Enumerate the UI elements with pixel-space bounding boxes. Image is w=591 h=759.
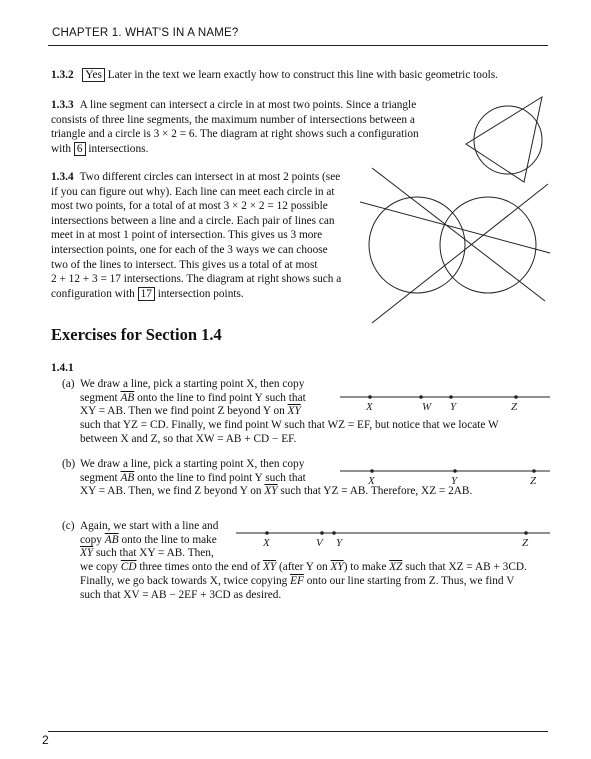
segment-label: $\overline{AB}$ — [104, 533, 119, 546]
text-line: two of the lines to intersect. This gives us a total of at most — [51, 258, 318, 271]
text-line: Two different circles can intersect in at most 2 points (see — [79, 171, 341, 183]
section-heading: Exercises for Section 1.4 — [51, 325, 222, 344]
text-line: intersections between a line and a circle. Each pair of lines can — [51, 214, 335, 227]
chapter-header: CHAPTER 1. WHAT'S IN A NAME? — [52, 27, 239, 39]
point-label: Z — [522, 537, 529, 548]
segment-label: $\overline{XY}$ — [262, 561, 277, 574]
text-line: ) to make — [343, 561, 387, 574]
segment-label: $\overline{CD}$ — [120, 561, 137, 574]
text-line: configuration with — [51, 287, 135, 300]
point-label: Z — [511, 401, 518, 412]
text-line: three times onto the end of — [139, 561, 261, 574]
segment-label: $\overline{XY}$ — [264, 485, 278, 498]
text-line: consists of three line segments, the maximum number of intersections between a — [51, 113, 415, 126]
part-label: (a) — [62, 378, 75, 390]
point-label: X — [366, 401, 373, 412]
text-line: such that XY = AB. Then, — [96, 547, 214, 560]
text-line: onto the line to find point Y such that — [137, 391, 306, 404]
figure-line-1 — [372, 168, 545, 301]
solution-number: 1.3.2 — [51, 69, 74, 81]
text-line: (after Y on — [278, 561, 328, 574]
segment-label: $\overline{XY}$ — [80, 547, 94, 560]
solution-text: Later in the text we learn exactly how to construct this line with basic geometric tools. — [107, 69, 498, 81]
point-label: Y — [336, 537, 343, 548]
text-line: if you can figure out why). Each line can meet each circle in at — [51, 185, 335, 198]
point-label: Z — [530, 475, 537, 487]
text-line: onto the line to make — [121, 533, 217, 546]
solution-number: 1.3.4 — [51, 171, 74, 183]
point-label: V — [316, 537, 323, 548]
segment-label: $\overline{XZ}$ — [389, 561, 403, 574]
text-line: segment — [80, 471, 118, 484]
text-line: such that XZ = AB + 3CD. — [405, 561, 527, 574]
lines-circles-figure — [360, 166, 552, 326]
segment-label: $\overline{EF}$ — [290, 574, 304, 587]
solution-1-3-3 — [51, 98, 461, 156]
text-line: meet in at most 1 point of intersection. This gives us 3 more — [51, 229, 323, 242]
point-marker — [514, 395, 518, 399]
point-marker — [320, 531, 324, 535]
answer-box: Yes — [82, 68, 104, 82]
text-line: segment — [80, 391, 118, 404]
point-marker — [532, 469, 536, 473]
segment-label: $\overline{AB}$ — [120, 391, 135, 404]
text-line: Again, we start with a line and — [80, 520, 219, 532]
answer-box: 17 — [138, 287, 155, 301]
text-line: We draw a line, pick a starting point X, then copy — [80, 378, 305, 390]
text-line: We draw a line, pick a starting point X, then copy — [80, 458, 305, 470]
number-line-b — [338, 463, 552, 487]
point-label: Y — [450, 401, 457, 412]
exercise-part-a — [62, 378, 562, 447]
figure-circle — [474, 106, 542, 174]
point-label: W — [422, 401, 432, 412]
text-line: onto the line to find point Y such that — [137, 471, 306, 484]
exercise-number: 1.4.1 — [51, 362, 74, 374]
text-line: triangle and a circle is 3 × 2 = 6. The diagram at right shows such a configuration — [51, 128, 419, 141]
point-marker — [449, 395, 453, 399]
text-line: intersection points. — [157, 287, 244, 300]
text-line: between X and Z, so that XW = AB + CD − EF. — [80, 432, 297, 445]
point-label: X — [263, 537, 270, 548]
footer-rule — [48, 731, 548, 732]
point-marker — [419, 395, 423, 399]
text-line: we copy — [80, 561, 118, 574]
solution-1-3-2 — [51, 68, 498, 83]
text-line: copy — [80, 533, 102, 546]
text-line: such that XV = AB − 2EF + 3CD as desired. — [80, 588, 282, 601]
point-label: Y — [451, 475, 458, 487]
figure-circle-left — [369, 197, 465, 293]
point-marker — [332, 531, 336, 535]
text-line: A line segment can intersect a circle in at most two points. Since a triangle — [79, 99, 417, 111]
point-marker — [265, 531, 269, 535]
text-line: XY = AB. Then we find point Z beyond Y on — [80, 405, 285, 418]
segment-label: $\overline{XY}$ — [287, 405, 301, 418]
page-number: 2 — [42, 733, 49, 747]
text-line: with — [51, 142, 72, 155]
text-line: intersections. — [88, 142, 149, 155]
text-line: intersection points, one for each of the 3 ways we can choose — [51, 243, 328, 256]
solution-1-3-4 — [51, 170, 363, 301]
point-marker — [453, 469, 457, 473]
text-line: onto our line starting from Z. Thus, we find V — [306, 574, 515, 587]
text-line: 2 + 12 + 3 = 17 intersections. The diagram at right shows such a — [51, 273, 342, 286]
part-label: (b) — [62, 458, 76, 470]
answer-box: 6 — [74, 142, 86, 156]
number-line-a — [338, 390, 552, 412]
figure-line-2 — [372, 184, 548, 323]
segment-label: $\overline{XY}$ — [330, 561, 344, 574]
text-line: Finally, we go back towards X, twice copying — [80, 574, 288, 587]
point-label: X — [368, 475, 375, 487]
solution-number: 1.3.3 — [51, 99, 74, 111]
point-marker — [524, 531, 528, 535]
header-rule — [48, 45, 548, 46]
number-line-c — [236, 524, 552, 548]
part-label: (c) — [62, 520, 75, 532]
text-line: most two points, for a total of at most 3 × 2 × 2 = 12 possible — [51, 200, 328, 213]
point-marker — [368, 395, 372, 399]
segment-label: $\overline{AB}$ — [120, 471, 135, 484]
text-line: XY = AB. Then, we find Z beyond Y on — [80, 485, 262, 498]
point-marker — [370, 469, 374, 473]
text-line: such that YZ = AB. Therefore, XZ = 2AB. — [280, 485, 473, 498]
text-line: such that YZ = CD. Finally, we find point W such that WZ = EF, but notice that we locate W — [80, 419, 499, 432]
